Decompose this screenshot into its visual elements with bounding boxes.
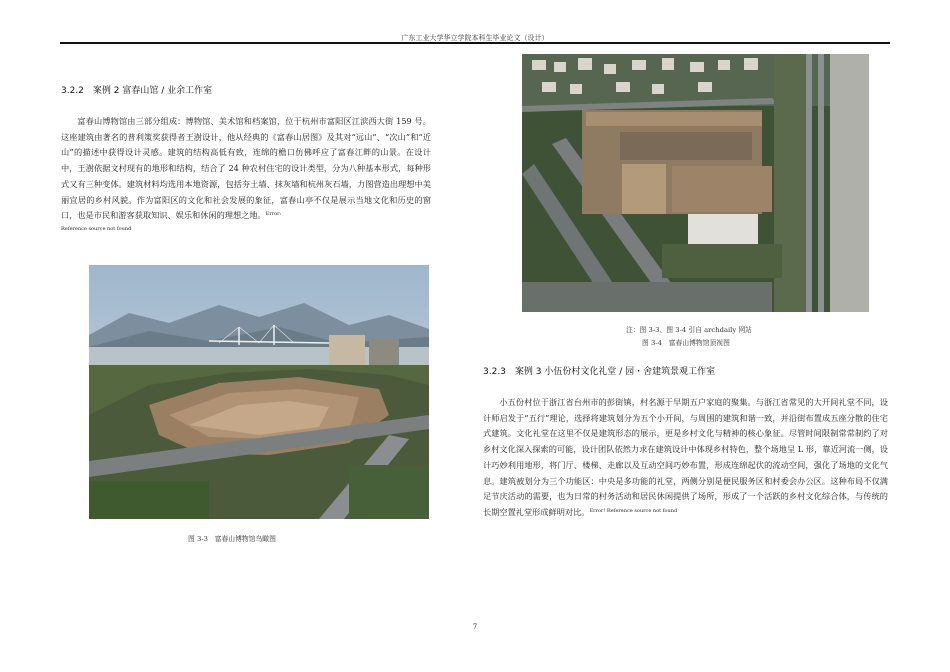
ref-error-2: Reference source not found bbox=[61, 225, 132, 232]
figure-33-caption: 图 3-3 富春山博物馆鸟瞰图 bbox=[188, 535, 276, 543]
ref-error-1: Error: bbox=[265, 211, 282, 218]
page-number: 7 bbox=[472, 623, 478, 631]
aerial-museum-photo bbox=[89, 265, 429, 519]
ref-error-3: Error! Reference source not found bbox=[589, 507, 678, 514]
page-header-title: 广东工业大学华立学院本科生毕业论文（设计） bbox=[401, 34, 549, 42]
section-323-heading: 3.2.3 案例 3 小伍份村文化礼堂 / 园・舍建筑景观工作室 bbox=[483, 367, 716, 377]
figure-34-note: 注：图 3-3、图 3-4 引自 archdaily 网站 bbox=[626, 326, 752, 334]
top-view-museum-photo bbox=[522, 54, 869, 312]
section-322-paragraph bbox=[61, 114, 431, 232]
section-322-heading: 3.2.2 案例 2 富春山馆 / 业余工作室 bbox=[61, 86, 213, 96]
header-rule bbox=[60, 42, 890, 44]
section-322-text: 富春山博物馆由三部分组成：博物馆、美术馆和档案馆，位于杭州市富阳区江滨西大街 159 号。这座建筑由著名的普利策奖获得者王澍设计，他从经典的《富春山居图》及其对“远山”、“次山”和“近山”的描述中获得设计灵感。建筑的结构高低有致，连绵的檐口仿佛呼应了富春江畔的山景。在设计中，王澍依据文村现有的地形和结构，结合了 24 种农村住宅的设计类型，分为八种基本形式，每种形式又有三种变体。建筑材料均选用本地资源，包括夯土墙、抹灰墙和杭州灰石墙，力图营造出理想中美丽宜居的乡村风貌。作为富阳区的文化和社会发展的象征，富春山亭不仅是展示当地文化和历史的窗口，也是市民和游客获取知识、娱乐和休闲的理想之地。 bbox=[61, 116, 431, 221]
figure-34-caption: 图 3-4 富春山博物馆顶视图 bbox=[642, 339, 730, 347]
section-323-paragraph bbox=[483, 395, 888, 523]
section-323-text: 小五份村位于浙江省台州市的彭街镇，村名源于早期五户家庭的聚集。与浙江省常见的大开间礼堂不同，设计师启发于“五行”理论，选择将建筑划分为五个小开间，与周围的建筑和谐一致，并沿街布置成五座分散的住宅式建筑。文化礼堂在这里不仅是建筑形态的展示，更是乡村文化与精神的核心象征。尽管时间限制常常制约了对乡村文化深入探索的可能，设计团队依然力求在建筑设计中体现乡村特色，整个场地呈 L 形，靠近河流一侧，设计巧妙利用地形，将门厅、楼梯、走廊以及互动空间巧妙布置，形成连绵起伏的流动空间，强化了场地的文化气息。建筑被划分为三个功能区：中央是多功能的礼堂，两侧分别是便民服务区和村委会办公区。这种布局不仅满足节庆活动的需要，也为日常的村务活动和居民休闲提供了场所，形成了一个活跃的乡村文化综合体，与传统的长期空置礼堂形成鲜明对比。 bbox=[483, 397, 888, 517]
